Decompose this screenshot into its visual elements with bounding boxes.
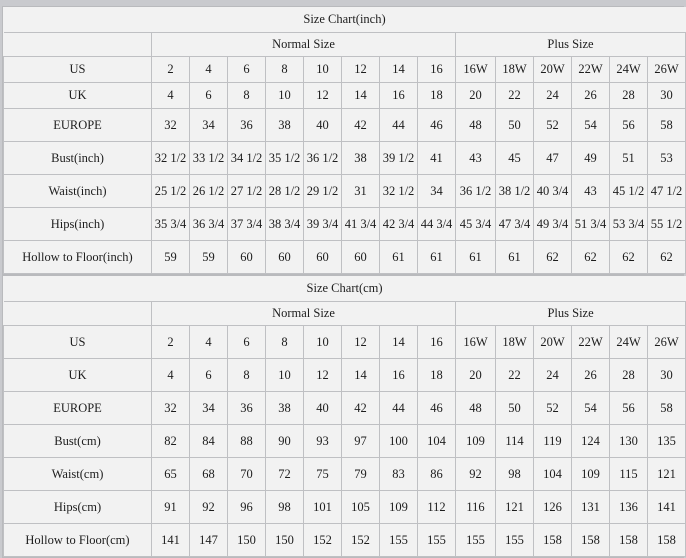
group-normal-size: Normal Size xyxy=(152,302,456,326)
cell: 34 1/2 xyxy=(228,142,266,175)
cell: 30 xyxy=(648,83,686,109)
cell: 26 xyxy=(572,359,610,392)
cell: 101 xyxy=(304,491,342,524)
cell: 53 3/4 xyxy=(610,208,648,241)
cell: 10 xyxy=(266,359,304,392)
cell: 39 1/2 xyxy=(380,142,418,175)
table-row xyxy=(4,208,686,241)
group-header-row xyxy=(4,302,686,326)
cell: 8 xyxy=(228,359,266,392)
cell: 105 xyxy=(342,491,380,524)
cell: 6 xyxy=(228,57,266,83)
cell: 28 xyxy=(610,359,648,392)
row-label: Hollow to Floor(cm) xyxy=(4,524,152,557)
cell: 6 xyxy=(228,326,266,359)
table-row xyxy=(4,142,686,175)
cell: 31 xyxy=(342,175,380,208)
cell: 24 xyxy=(534,359,572,392)
cell: 60 xyxy=(304,241,342,274)
group-plus-size: Plus Size xyxy=(456,302,686,326)
cell: 51 3/4 xyxy=(572,208,610,241)
cell: 18W xyxy=(496,326,534,359)
cell: 37 3/4 xyxy=(228,208,266,241)
size-chart-inch xyxy=(2,6,684,275)
cell: 49 3/4 xyxy=(534,208,572,241)
row-label: EUROPE xyxy=(4,109,152,142)
table-row xyxy=(4,524,686,557)
page-title: Size Chart(cm) xyxy=(4,276,686,302)
cell: 62 xyxy=(534,241,572,274)
cell: 46 xyxy=(418,392,456,425)
cell: 58 xyxy=(648,109,686,142)
cell: 136 xyxy=(610,491,648,524)
cell: 14 xyxy=(380,57,418,83)
cell: 18W xyxy=(496,57,534,83)
cell: 68 xyxy=(190,458,228,491)
cell: 20 xyxy=(456,359,496,392)
cell: 4 xyxy=(190,326,228,359)
cell: 155 xyxy=(456,524,496,557)
cell: 12 xyxy=(304,359,342,392)
cell: 59 xyxy=(190,241,228,274)
cell: 98 xyxy=(266,491,304,524)
cell: 6 xyxy=(190,83,228,109)
cell: 39 3/4 xyxy=(304,208,342,241)
cell: 36 xyxy=(228,392,266,425)
cell: 158 xyxy=(610,524,648,557)
cell: 54 xyxy=(572,392,610,425)
row-label: Waist(cm) xyxy=(4,458,152,491)
cell: 52 xyxy=(534,392,572,425)
cell: 40 3/4 xyxy=(534,175,572,208)
cell: 72 xyxy=(266,458,304,491)
cell: 79 xyxy=(342,458,380,491)
cell: 60 xyxy=(228,241,266,274)
cell: 25 1/2 xyxy=(152,175,190,208)
cell: 92 xyxy=(190,491,228,524)
cell: 70 xyxy=(228,458,266,491)
size-chart-cm xyxy=(2,275,684,558)
size-chart-inch-table xyxy=(3,7,686,274)
cell: 96 xyxy=(228,491,266,524)
cell: 22 xyxy=(496,83,534,109)
cell: 8 xyxy=(228,83,266,109)
cell: 32 1/2 xyxy=(380,175,418,208)
cell: 12 xyxy=(304,83,342,109)
cell: 152 xyxy=(304,524,342,557)
cell: 43 xyxy=(572,175,610,208)
cell: 44 xyxy=(380,109,418,142)
cell: 42 xyxy=(342,392,380,425)
cell: 28 xyxy=(610,83,648,109)
cell: 47 1/2 xyxy=(648,175,686,208)
cell: 12 xyxy=(342,57,380,83)
cell: 121 xyxy=(496,491,534,524)
cell: 124 xyxy=(572,425,610,458)
cell: 91 xyxy=(152,491,190,524)
cell: 52 xyxy=(534,109,572,142)
group-blank-cell xyxy=(4,302,152,326)
cell: 38 xyxy=(266,109,304,142)
cell: 50 xyxy=(496,109,534,142)
table-row xyxy=(4,326,686,359)
cell: 40 xyxy=(304,109,342,142)
row-label: Bust(cm) xyxy=(4,425,152,458)
cell: 60 xyxy=(342,241,380,274)
cell: 26 xyxy=(572,83,610,109)
cell: 155 xyxy=(496,524,534,557)
group-header-row xyxy=(4,33,686,57)
cell: 54 xyxy=(572,109,610,142)
cell: 36 3/4 xyxy=(190,208,228,241)
chart-title-row xyxy=(4,276,686,302)
cell: 40 xyxy=(304,392,342,425)
cell: 36 1/2 xyxy=(456,175,496,208)
cell: 26W xyxy=(648,57,686,83)
cell: 42 3/4 xyxy=(380,208,418,241)
cell: 131 xyxy=(572,491,610,524)
cell: 62 xyxy=(572,241,610,274)
cell: 6 xyxy=(190,359,228,392)
cell: 58 xyxy=(648,392,686,425)
cell: 16 xyxy=(380,83,418,109)
cell: 48 xyxy=(456,392,496,425)
cell: 115 xyxy=(610,458,648,491)
cell: 16 xyxy=(418,326,456,359)
cell: 112 xyxy=(418,491,456,524)
cell: 38 3/4 xyxy=(266,208,304,241)
cell: 35 3/4 xyxy=(152,208,190,241)
table-row xyxy=(4,359,686,392)
cell: 10 xyxy=(266,83,304,109)
cell: 38 xyxy=(266,392,304,425)
cell: 147 xyxy=(190,524,228,557)
cell: 158 xyxy=(572,524,610,557)
cell: 121 xyxy=(648,458,686,491)
cell: 20W xyxy=(534,57,572,83)
cell: 47 3/4 xyxy=(496,208,534,241)
cell: 47 xyxy=(534,142,572,175)
row-label: UK xyxy=(4,359,152,392)
table-row xyxy=(4,392,686,425)
group-blank-cell xyxy=(4,33,152,57)
row-label: Hips(cm) xyxy=(4,491,152,524)
cell: 20 xyxy=(456,83,496,109)
cell: 29 1/2 xyxy=(304,175,342,208)
cell: 10 xyxy=(304,326,342,359)
table-row xyxy=(4,109,686,142)
cell: 84 xyxy=(190,425,228,458)
group-normal-size: Normal Size xyxy=(152,33,456,57)
table-row xyxy=(4,241,686,274)
cell: 158 xyxy=(534,524,572,557)
cell: 18 xyxy=(418,359,456,392)
cell: 51 xyxy=(610,142,648,175)
cell: 46 xyxy=(418,109,456,142)
row-label: US xyxy=(4,326,152,359)
cell: 35 1/2 xyxy=(266,142,304,175)
cell: 61 xyxy=(496,241,534,274)
cell: 12 xyxy=(342,326,380,359)
cell: 2 xyxy=(152,326,190,359)
cell: 60 xyxy=(266,241,304,274)
cell: 42 xyxy=(342,109,380,142)
row-label: EUROPE xyxy=(4,392,152,425)
cell: 14 xyxy=(342,83,380,109)
cell: 90 xyxy=(266,425,304,458)
cell: 141 xyxy=(152,524,190,557)
cell: 36 xyxy=(228,109,266,142)
cell: 61 xyxy=(418,241,456,274)
cell: 130 xyxy=(610,425,648,458)
cell: 22W xyxy=(572,326,610,359)
cell: 109 xyxy=(572,458,610,491)
cell: 41 3/4 xyxy=(342,208,380,241)
cell: 4 xyxy=(152,359,190,392)
row-label: Waist(inch) xyxy=(4,175,152,208)
table-row xyxy=(4,175,686,208)
cell: 16 xyxy=(380,359,418,392)
cell: 93 xyxy=(304,425,342,458)
cell: 16W xyxy=(456,57,496,83)
cell: 135 xyxy=(648,425,686,458)
cell: 24W xyxy=(610,326,648,359)
cell: 16W xyxy=(456,326,496,359)
row-label: UK xyxy=(4,83,152,109)
cell: 62 xyxy=(610,241,648,274)
cell: 32 xyxy=(152,109,190,142)
cell: 4 xyxy=(190,57,228,83)
cell: 10 xyxy=(304,57,342,83)
cell: 150 xyxy=(266,524,304,557)
row-label: Hips(inch) xyxy=(4,208,152,241)
cell: 27 1/2 xyxy=(228,175,266,208)
cell: 41 xyxy=(418,142,456,175)
cell: 4 xyxy=(152,83,190,109)
row-label: US xyxy=(4,57,152,83)
cell: 32 xyxy=(152,392,190,425)
cell: 155 xyxy=(418,524,456,557)
cell: 32 1/2 xyxy=(152,142,190,175)
table-row xyxy=(4,83,686,109)
cell: 18 xyxy=(418,83,456,109)
cell: 34 xyxy=(190,109,228,142)
cell: 22W xyxy=(572,57,610,83)
table-row xyxy=(4,425,686,458)
table-row xyxy=(4,458,686,491)
cell: 155 xyxy=(380,524,418,557)
cell: 24 xyxy=(534,83,572,109)
cell: 44 xyxy=(380,392,418,425)
row-label: Hollow to Floor(inch) xyxy=(4,241,152,274)
cell: 26W xyxy=(648,326,686,359)
cell: 158 xyxy=(648,524,686,557)
cell: 30 xyxy=(648,359,686,392)
cell: 2 xyxy=(152,57,190,83)
cell: 38 xyxy=(342,142,380,175)
chart-title-row xyxy=(4,7,686,33)
cell: 28 1/2 xyxy=(266,175,304,208)
cell: 16 xyxy=(418,57,456,83)
size-chart-cm-table xyxy=(3,276,686,557)
cell: 34 xyxy=(418,175,456,208)
cell: 38 1/2 xyxy=(496,175,534,208)
cell: 45 1/2 xyxy=(610,175,648,208)
cell: 45 xyxy=(496,142,534,175)
row-label: Bust(inch) xyxy=(4,142,152,175)
cell: 24W xyxy=(610,57,648,83)
page-title: Size Chart(inch) xyxy=(4,7,686,33)
cell: 100 xyxy=(380,425,418,458)
cell: 126 xyxy=(534,491,572,524)
cell: 150 xyxy=(228,524,266,557)
cell: 56 xyxy=(610,392,648,425)
cell: 141 xyxy=(648,491,686,524)
cell: 109 xyxy=(456,425,496,458)
cell: 14 xyxy=(380,326,418,359)
cell: 53 xyxy=(648,142,686,175)
cell: 82 xyxy=(152,425,190,458)
cell: 56 xyxy=(610,109,648,142)
table-row xyxy=(4,491,686,524)
cell: 61 xyxy=(456,241,496,274)
cell: 59 xyxy=(152,241,190,274)
table-row xyxy=(4,57,686,83)
cell: 152 xyxy=(342,524,380,557)
cell: 22 xyxy=(496,359,534,392)
cell: 8 xyxy=(266,326,304,359)
cell: 33 1/2 xyxy=(190,142,228,175)
cell: 97 xyxy=(342,425,380,458)
cell: 44 3/4 xyxy=(418,208,456,241)
cell: 8 xyxy=(266,57,304,83)
cell: 14 xyxy=(342,359,380,392)
cell: 50 xyxy=(496,392,534,425)
cell: 34 xyxy=(190,392,228,425)
cell: 104 xyxy=(418,425,456,458)
cell: 83 xyxy=(380,458,418,491)
cell: 49 xyxy=(572,142,610,175)
cell: 48 xyxy=(456,109,496,142)
cell: 61 xyxy=(380,241,418,274)
cell: 98 xyxy=(496,458,534,491)
cell: 92 xyxy=(456,458,496,491)
cell: 55 1/2 xyxy=(648,208,686,241)
cell: 20W xyxy=(534,326,572,359)
cell: 109 xyxy=(380,491,418,524)
cell: 119 xyxy=(534,425,572,458)
cell: 45 3/4 xyxy=(456,208,496,241)
cell: 86 xyxy=(418,458,456,491)
cell: 65 xyxy=(152,458,190,491)
cell: 75 xyxy=(304,458,342,491)
cell: 116 xyxy=(456,491,496,524)
cell: 114 xyxy=(496,425,534,458)
cell: 36 1/2 xyxy=(304,142,342,175)
group-plus-size: Plus Size xyxy=(456,33,686,57)
cell: 62 xyxy=(648,241,686,274)
cell: 26 1/2 xyxy=(190,175,228,208)
cell: 88 xyxy=(228,425,266,458)
cell: 104 xyxy=(534,458,572,491)
cell: 43 xyxy=(456,142,496,175)
